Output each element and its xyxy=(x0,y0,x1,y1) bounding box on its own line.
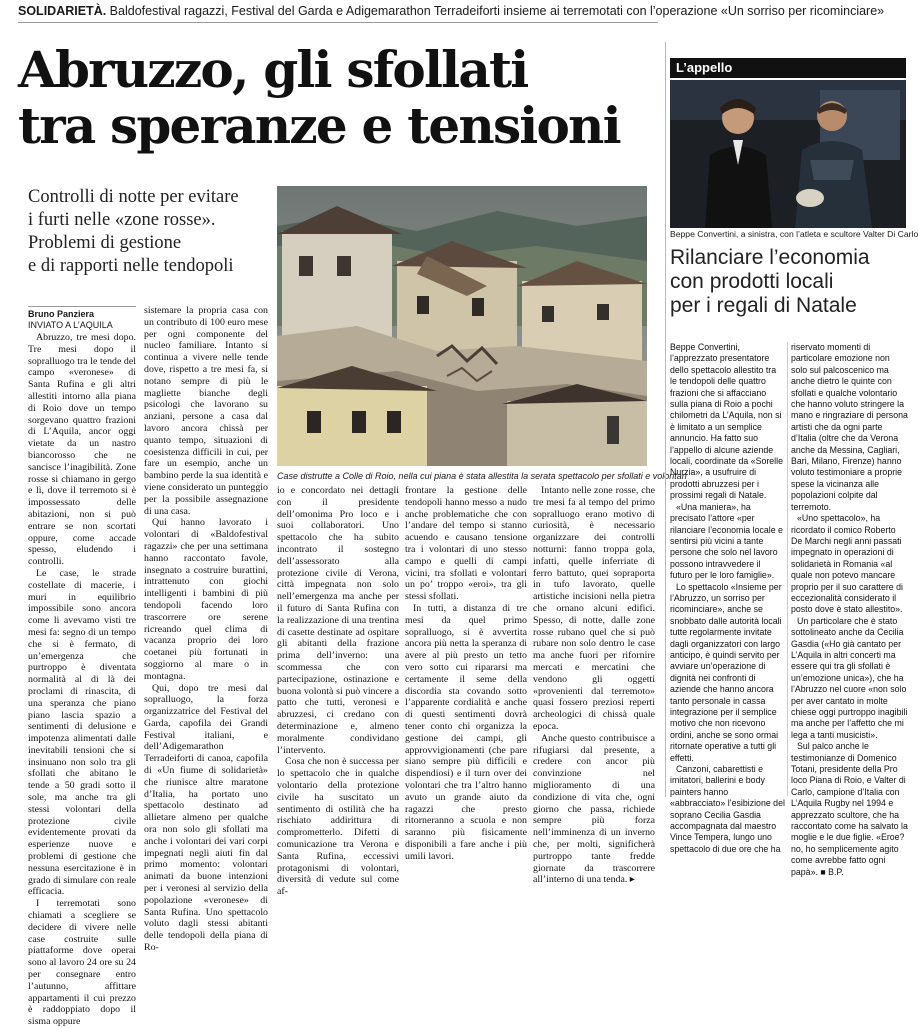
article-paragraph: io e concordato nei dettagli con il presidente dell’omonima Pro loco e i suoi collaboratori. Uno spettacolo che ha subito incontrato il sostegno dell’assessorato alla protezione civile di Verona, città impegnata non solo nell’emergenza ma anche per il futuro di Santa Rufina con la realizzazione di una trentina di casette destinate ad ospitare gli abitanti della frazione prima dell’inverno: una scommessa che con partecipazione, ostinazione e buona volontà si può vincere a patto che tutti, veronesi e abruzzesi, ci credano con determinazione e, almeno moralmente condividano l’intervento. xyxy=(277,485,399,756)
article-column-3 xyxy=(277,485,399,898)
byline xyxy=(28,306,136,331)
sidebar-column-2 xyxy=(791,342,908,877)
article-paragraph: Anche questo contribuisce a rifugiarsi dal presente, a credere con ancor più convinzione nel miglioramento di una condizione di vita che, ogni giorno che passa, richiede sempre più forza nell’imminenza di un inverno che, per molti, significherà purtroppo tante fredde giornate da trascorrere all’interno di una tenda. ▸ xyxy=(533,732,655,886)
article-paragraph: In tutti, a distanza di tre mesi da quel primo sopralluogo, si è avvertita ancora più netta la speranza di avere al più presto un tetto vero sotto cui ripararsi ma certamente il seme della discordia sta covando sotto l’apparente cordialità e anche di questi sentimenti dovrà tener conto chi organizza la gestione dei campi, gli approvvigionamenti (che pare siano sempre più difficili e dispendiosi) e il turn over dei volontari che tra l’altro hanno avuto un grande aiuto da ragazzi che presto ritorneranno a scuola e non saranno più fisicamente disponibili a fare anche i più umili lavori. xyxy=(405,602,527,862)
article-paragraph: Intanto nelle zone rosse, che tre mesi fa al tempo del primo sopralluogo erano motivo di curiosità, è necessario organizzare dei controlli notturni: fanno troppa gola, infatti, quelle inferriate di ferro battuto, quei sopraporta in tufo lavorato, quelle artistiche incisioni nella pietra che ornano alcuni edifici. Spesso, di notte, dalle zone rosse rubano quel che si può rubare non solo dentro le case ma anche fuori per rifornire mercati e mercatini che vendono gli oggetti «provenienti dal terremoto» quasi fossero preziosi reperti archeologici di chissà quale epoca. xyxy=(533,485,655,732)
sidebar-title-line-2: con prodotti locali xyxy=(670,270,834,293)
sidebar-paragraph: Lo spettacolo «Insieme per l’Abruzzo, un sorriso per ricominciare», anche se snobbato dalle autorità locali tutte regolarmente invitate dagli organizzatori con largo anticipo, è quindi servito per avviare un’operazione di dignità nei confronti di aziende che hanno ancora tanto personale in cassa integrazione per il semplice motivo che non ricevono ordini, anche se sono ormai ritornate operative a tutti gli effetti. xyxy=(670,581,782,763)
kicker-text: Baldofestival ragazzi, Festival del Garda e Adigemarathon Terradeiforti insieme ai terremotati con l’operazione «Un sorriso per ricominciare» xyxy=(106,4,885,18)
subhead-line-4: e di rapporti nelle tendopoli xyxy=(28,256,234,276)
article-column-2 xyxy=(144,305,268,954)
sidebar-paragraph: «Una maniera», ha precisato l’attore «per rilanciare l’economia locale e sentirsi più vicini a tante persone che solo nel lavoro possono intravvedere il futuro per le loro famiglie». xyxy=(670,501,783,581)
article-column-4 xyxy=(405,485,527,862)
sidebar-title xyxy=(670,246,906,318)
sidebar-paragraph: Canzoni, cabarettisti e imitatori, ballerini e body painters hanno «abbracciato» l’esibizione del soprano Cecilia Gasdia accompagnata dal maestro Vince Tempera, lungo uno spettacolo di due ore che ha xyxy=(670,764,785,854)
article-paragraph: Cosa che non è successa per lo spettacolo che in qualche volontario della protezione civile ha suscitato un sentimento di ostilità che ha rischiato addirittura di comprometterlo. Difetti di comunicazione tra Verona e Santa Rufina, eccessivi protagonismi di volontari, diversità di vedute sul come af- xyxy=(277,756,399,898)
subhead-line-1: Controlli di notte per evitare xyxy=(28,187,239,207)
sidebar-column-divider xyxy=(787,342,788,796)
sidebar-column-1 xyxy=(670,342,785,854)
ruined-houses-image xyxy=(277,186,647,466)
subheadline xyxy=(28,186,268,278)
byline-author: Bruno Panziera xyxy=(28,309,95,319)
sidebar-photo xyxy=(670,80,906,228)
photo-caption: Case distrutte a Colle di Roio, nella cui piana è stata allestita la serata spettacolo per sfollati e volontari xyxy=(277,471,687,481)
headline-line-2: tra speranze e tensioni xyxy=(18,96,620,155)
section-kicker xyxy=(18,4,908,18)
article-paragraph: sistemare la propria casa con un contributo di 100 euro mese per ogni componente del nucleo familiare. Intanto si continua a vivere nelle tende dove, rispetto a tre mesi fa, si notano sempre di più le magliette bianche degli psicologi che lavorano su anziani, persone a casa dal lavoro ancora chissà per quanto tempo, situazioni di coesistenza difficili in cui, per fare un esempio, anche un bambino perde la sua identità e viene considerato un punteggio per la possibile assegnazione di una casa. xyxy=(144,305,268,517)
article-paragraph: Le case, le strade costellate di macerie, i muri in equilibrio impossibile sono ancora come li avevamo visti tre mesi fa: segno di un tempo che si è fermato, di un’emergenza che purtroppo è diventata normalità al di là dei proclami di rinascita, di una speranza che piano piano lascia spazio a sentimenti di delusione e impotenza alimentati dalle inevitabili tensioni che si insinuano non solo tra gli sfollati che abitano le tende a 50 gradi sotto il sole, ma anche tra gli stessi volontari della protezione civile evidentemente provati da esperienze nuove e problemi di gestione che nessuna esercitazione è in grado di simulare con reale efficacia. xyxy=(28,567,136,898)
headline-line-1: Abruzzo, gli sfollati xyxy=(18,40,528,99)
sidebar-paragraph: Sul palco anche le testimonianze di Domenico Totani, presidente della Pro loco Piana di Roio, e Valter di Carlo, campione d’Italia con L’Aquila Rugby nel 1994 e apprezzato scultore, che ha raccontato come ha salvato la moglie e le due figlie. «Eroe? no, ho semplicemente agito come avrebbe fatto ogni papà». ■ B.P. xyxy=(791,741,908,877)
article-column-5 xyxy=(533,485,655,886)
sidebar-title-line-3: per i regali di Natale xyxy=(670,294,857,317)
stage-portrait-image xyxy=(670,80,906,228)
byline-role: INVIATO A L’AQUILA xyxy=(28,320,113,330)
subhead-line-3: Problemi di gestione xyxy=(28,233,182,253)
main-photo xyxy=(277,186,647,466)
headline xyxy=(18,42,648,154)
sidebar-paragraph: riservato momenti di particolare emozione non solo sul palcoscenico ma anche dietro le quinte con sfollati e qualche volontario che hanno voluto stringere la mano e ringraziare di persona artisti che da ogni parte d’Italia (oltre che da Verona anche da Messina, Cagliari, Bari, Milano, Firenze) hanno voluto testimoniare a proprie spese la vicinanza alle popolazioni colpite dal terremoto. xyxy=(791,342,908,512)
article-column-1 xyxy=(28,332,136,1028)
sidebar-paragraph: «Uno spettacolo», ha ricordato il comico Roberto De Marchi negli anni passati impegnato in operazioni di solidarietà in Romania «al quale non potevo mancare proprio per il suo carattere di eccezionalità considerato il posto dove è stato allestito». xyxy=(791,513,903,615)
article-paragraph: frontare la gestione delle tendopoli hanno messo a nudo anche problematiche che con l’andare del tempo si stanno acuendo e causano tensione tra i volontari di uno stesso campo e quelli di campi vicini, tra sfollati e volontari un po’ troppo «eroi», tra gli stessi sfollati. xyxy=(405,485,527,603)
article-paragraph: Qui, dopo tre mesi dal sopralluogo, la forza organizzatrice del Festival del Garda, capofila dei Grandi Festival italiani, e dell’Adigemarathon Terradeiforti di canoa, capofila di «Un fiume di solidarietà» che riunisce altre maratone d’Italia, ha portato uno spettacolo destinato ad allietare almeno per qualche ora non solo gli sfollati ma anche i volontari dei vari corpi impegnati negli aiuti fin dal primo momento: volontari animati da buone intenzioni per i veronesi al servizio della popolazione «veronese» di Santa Rufina. Uno spettacolo voluto dagli stessi abitanti delle tendopoli della piana di Ro- xyxy=(144,682,268,954)
sidebar-label: L’appello xyxy=(670,58,906,78)
sidebar-photo-caption: Beppe Convertini, a sinistra, con l’atleta e scultore Valter Di Carlo xyxy=(670,229,918,239)
subhead-line-2: i furti nelle «zone rosse». xyxy=(28,210,216,230)
sidebar-title-line-1: Rilanciare l’economia xyxy=(670,246,870,269)
article-paragraph: Abruzzo, tre mesi dopo. Tre mesi dopo il sopralluogo tra le tende del campo «veronese» di Santa Rufina e gli altri allestiti intorno alla piana di Roio dove un tempo sorgevano quattro frazioni di L’Aquila, ancor oggi vietate da un nastro biancorosso che ne sancisce l’inagibilità. Zone rosse si chiamano in gergo e lì, dove il terremoto si è impossessato delle abitazioni, non si può entrare se non scortati oppure, come accade spesso, eludendo i controlli. xyxy=(28,332,136,568)
article-paragraph: Qui hanno lavorato i volontari di «Baldofestival ragazzi» che per una settimana hanno raccontato favole, insegnato a costruire burattini, intrattenuto con giochi intelligenti i bambini di più tendopoli facendo loro trascorrere ore serene ricreando quel clima di vacanza proprio dei loro coetanei più fortunati in soggiorno al mare o in montagna. xyxy=(144,517,268,682)
kicker-section: SOLIDARIETÀ. xyxy=(18,4,107,18)
sidebar-paragraph: Un particolare che è stato sottolineato anche da Cecilia Gasdia («Ho già cantato per L’Aquila in altri concerti ma essere qui tra gli sfollati è un’emozione unica»), che ha l’Abruzzo nel cuore «non solo per aver cantato in molte chiese oggi purtroppo inagibili ma anche per l’affetto che mi lega a tanti musicisti». xyxy=(791,615,908,740)
kicker-divider xyxy=(18,22,658,23)
sidebar-divider xyxy=(665,42,666,797)
sidebar-paragraph: Beppe Convertini, l’apprezzato presentatore dello spettacolo allestito tra le tendopoli delle quattro frazioni che si affacciano sulla piana di Roio a pochi chilometri da L’Aquila, non si è limitato a un semplice annuncio. Ha fatto suo l’appello di alcune aziende locali, coordinate da «Sorelle Nurzia», a usufruire di prodotti abruzzesi per i prossimi regali di Natale. xyxy=(670,342,783,501)
article-paragraph: I terremotati sono chiamati a scegliere se decidere di vivere nelle case costruite sulle piattaforme dove operai sono al lavoro 24 ore su 24 per consegnare entro l’autunno, affittare appartamenti il cui prezzo è raddoppiato dopo il sisma oppure xyxy=(28,898,136,1028)
